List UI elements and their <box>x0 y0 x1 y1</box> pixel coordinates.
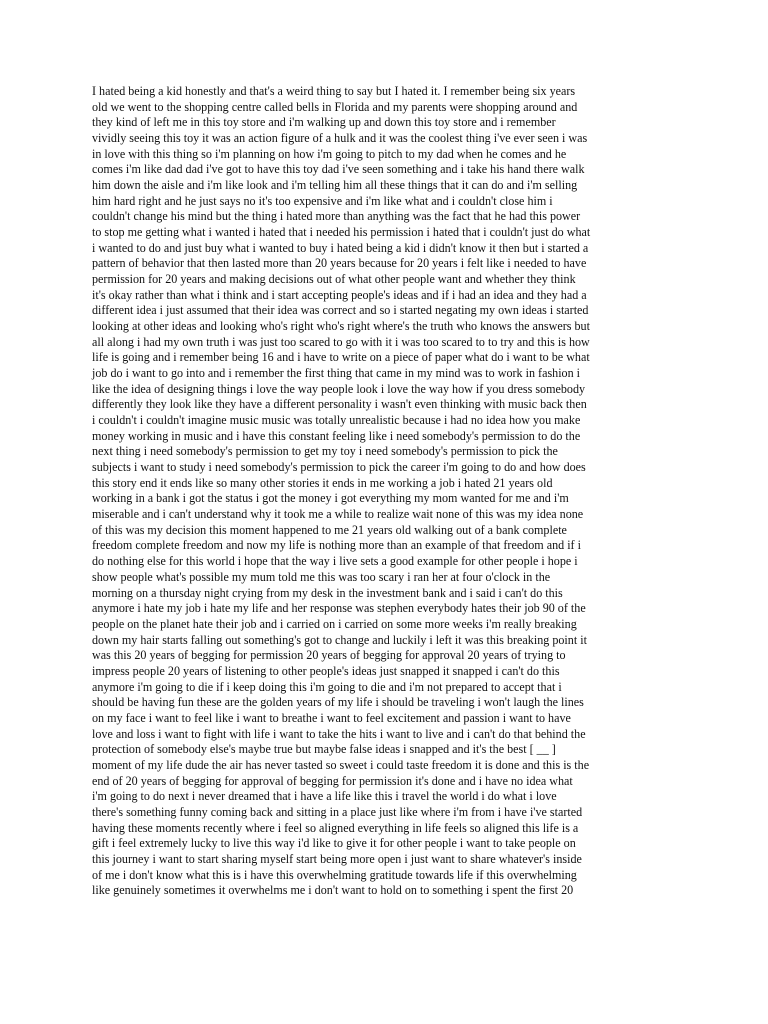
text-line: anymore i hate my job i hate my life and her response was stephen everybody hates their job 90 of the <box>92 601 586 616</box>
text-line: anymore i'm going to die if i keep doing this i'm going to die and i'm not prepared to accept that i <box>92 679 562 694</box>
text-line: comes i'm like dad dad i've got to have this toy dad i've seen something and i take his hand there walk <box>92 162 585 177</box>
text-line: of this was my decision this moment happened to me 21 years old walking out of a bank complete <box>92 522 567 537</box>
text-line: like the idea of designing things i love the way people look i love the way how if you dress somebody <box>92 381 586 396</box>
text-line: down my hair starts falling out something's got to change and luckily i left it was this breaking point it <box>92 632 587 647</box>
text-line: freedom complete freedom and now my life is nothing more than an example of that freedom and if i <box>92 538 581 553</box>
text-line: it's okay rather than what i think and i start accepting people's ideas and if i had an idea and they had a <box>92 287 587 302</box>
text-line: to stop me getting what i wanted i hated that i needed his permission i hated that i couldn't just do what <box>92 225 591 240</box>
text-line: old we went to the shopping centre called bells in Florida and my parents were shopping around and <box>92 99 578 114</box>
text-line: i'm going to do next i never dreamed that i have a life like this i travel the world i do what i love <box>92 789 557 804</box>
text-line: him hard right and he just says no it's too expensive and i'm like what and i couldn't close him i <box>92 193 553 208</box>
text-line: do nothing else for this world i hope that the way i live sets a good example for other people i hope i <box>92 554 578 569</box>
text-line: having these moments recently where i feel so aligned everything in life feels so aligned this life is a <box>92 820 579 835</box>
text-line: there's something funny coming back and sitting in a place just like where i'm from i have i've started <box>92 804 583 819</box>
text-line: job do i want to go into and i remember the first thing that came in my mind was to work in fashion i <box>92 366 581 381</box>
text-line: differently they look like they have a different personality i wasn't even thinking with music back then <box>92 397 587 412</box>
text-line: looking at other ideas and looking who's right who's right where's the truth who knows the answers but <box>92 319 590 334</box>
text-line: vividly seeing this toy it was an action figure of a hulk and it was the coolest thing i've ever seen i was <box>92 131 588 146</box>
text-line: all along i had my own truth i was just too scared to go with it i was too scared to to try and this is how <box>92 334 590 349</box>
text-line: of me i don't know what this is i have this overwhelming gratitude towards life if this overwhelming <box>92 867 577 882</box>
text-line: should be having fun these are the golden years of my life i should be traveling i won't laugh the lines <box>92 695 584 710</box>
text-line: next thing i need somebody's permission to get my toy i need somebody's permission to pick the <box>92 444 558 459</box>
text-line: protection of somebody else's maybe true but maybe false ideas i snapped and it's the best [ __ ] <box>92 742 556 757</box>
text-line: gift i feel extremely lucky to live this way i'd like to give it for other people i want to take people on <box>92 836 576 851</box>
text-line: love and loss i want to fight with life i want to take the hits i want to live and i can't do that behind the <box>92 726 586 741</box>
text-line: money working in music and i have this constant feeling like i need somebody's permission to do the <box>92 428 581 443</box>
text-line: pattern of behavior that then lasted more than 20 years because for 20 years i felt like i needed to have <box>92 256 587 271</box>
text-line: this journey i want to start sharing myself start being more open i just want to share whatever's inside <box>92 851 582 866</box>
text-line: i wanted to do and just buy what i wanted to buy i hated being a kid i didn't know it then but i started a <box>92 240 589 255</box>
text-line: on my face i want to feel like i want to breathe i want to feel excitement and passion i want to have <box>92 710 571 725</box>
text-line: they kind of left me in this toy store and i'm walking up and down this toy store and i remember <box>92 115 556 130</box>
transcript-text <box>92 84 692 899</box>
text-line: was this 20 years of begging for permission 20 years of begging for approval 20 years of trying to <box>92 648 566 663</box>
text-line: working in a bank i got the status i got the money i got everything my mom wanted for me and i'm <box>92 491 569 506</box>
text-line: him down the aisle and i'm like look and i'm telling him all these things that it can do and i'm selling <box>92 178 578 193</box>
text-line: end of 20 years of begging for approval of begging for permission it's done and i have no idea what <box>92 773 573 788</box>
text-line: moment of my life dude the air has never tasted so sweet i could taste freedom it is done and this is the <box>92 757 590 772</box>
text-line: miserable and i can't understand why it took me a while to realize wait none of this was my idea none <box>92 507 584 522</box>
text-line: I hated being a kid honestly and that's a weird thing to say but I hated it. I remember being six years <box>92 84 576 98</box>
text-line: impress people 20 years of listening to other people's ideas just snapped it snapped i can't do this <box>92 663 560 678</box>
text-line: couldn't change his mind but the thing i hated more than anything was the fact that he had this power <box>92 209 581 224</box>
text-line: different idea i just assumed that their idea was correct and so i started negating my own ideas i started <box>92 303 589 318</box>
text-line: subjects i want to study i need somebody's permission to pick the career i'm going to do and how does <box>92 460 586 475</box>
text-line: permission for 20 years and making decisions out of what other people want and whether they think <box>92 272 576 287</box>
text-line: i couldn't i couldn't imagine music music was totally unrealistic because i had no idea how you make <box>92 413 581 428</box>
text-line: show people what's possible my mum told me this was too scary i ran her at four o'clock in the <box>92 569 551 584</box>
text-line: this story end it ends like so many other stories it ends in me working a job i hated 21 years old <box>92 475 553 490</box>
text-line: life is going and i remember being 16 and i have to write on a piece of paper what do i want to be what <box>92 350 590 365</box>
text-line: people on the planet hate their job and i carried on i carried on some more weeks i'm really breaking <box>92 616 577 631</box>
text-line: in love with this thing so i'm planning on how i'm going to pitch to my dad when he comes and he <box>92 146 567 161</box>
text-line: morning on a thursday night crying from my desk in the investment bank and i said i can't do this <box>92 585 563 600</box>
text-line: like genuinely sometimes it overwhelms me i don't want to hold on to something i spent the first 20 <box>92 883 574 898</box>
